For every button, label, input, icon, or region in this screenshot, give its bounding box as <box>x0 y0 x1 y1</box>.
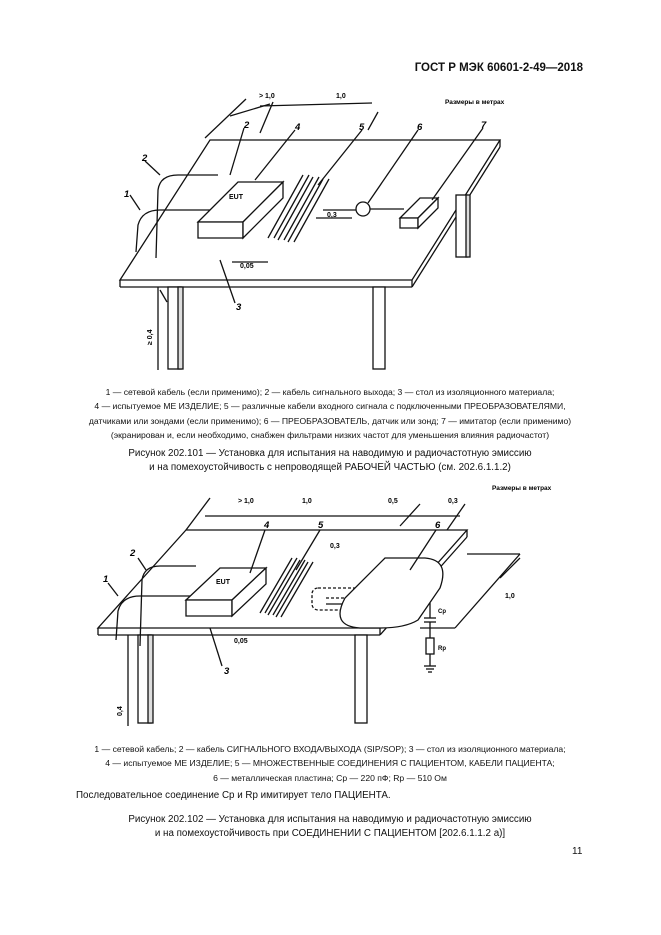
cp-label: Cp <box>438 609 446 615</box>
label-6: 6 <box>435 520 441 531</box>
figure-202-101 <box>0 0 661 380</box>
table-leg <box>355 635 367 723</box>
label-3: 3 <box>236 302 242 313</box>
figure1-legend <box>60 385 600 443</box>
label-4: 4 <box>264 520 270 531</box>
page-number: 11 <box>572 846 583 857</box>
dim-gt-1: > 1,0 <box>238 498 254 505</box>
label-4: 4 <box>295 122 301 133</box>
figure2-legend <box>60 742 600 785</box>
units-note: Размеры в метрах <box>492 485 552 492</box>
label-2b: 2 <box>244 120 250 131</box>
figure1-caption <box>60 447 600 475</box>
legend-line: датчиками или зондами (если применимо); 6 — ПРЕОБРАЗОВАТЕЛЬ, датчик или зонд; 7 — имитатор (если применимо) <box>88 415 572 426</box>
label-1: 1 <box>124 189 130 200</box>
figure-202-102 <box>0 478 661 740</box>
label-5: 5 <box>359 122 365 133</box>
dim-1-0: 1,0 <box>302 498 312 505</box>
dim-0-4: ≥ 0,4 <box>147 329 154 345</box>
label-1: 1 <box>103 574 109 585</box>
legend-line: 1 — сетевой кабель; 2 — кабель СИГНАЛЬНОГО ВХОДА/ВЫХОДА (SIP/SOP); 3 — стол из изоляционного материала; <box>94 744 566 754</box>
legend-line: 1 — сетевой кабель (если применимо); 2 — кабель сигнального выхода; 3 — стол из изоляционного материала; <box>105 387 555 397</box>
label-2: 2 <box>130 548 136 559</box>
eut-label: EUT <box>229 194 243 201</box>
units-note: Размеры в метрах <box>445 99 505 106</box>
label-6: 6 <box>417 122 423 133</box>
dim-0-5: 0,5 <box>388 498 398 505</box>
label-3: 3 <box>224 666 230 677</box>
dim-1-0-right: 1,0 <box>505 593 515 600</box>
legend-line: 6 — металлическая пластина; Cp — 220 пФ; Rp — 510 Ом <box>213 772 447 783</box>
dim-0-05: 0,05 <box>234 638 248 645</box>
caption-line: и на помехоустойчивость с непроводящей РАБОЧЕЙ ЧАСТЬЮ (см. 202.6.1.1.2) <box>149 462 511 473</box>
dim-0-4: 0,4 <box>117 706 124 716</box>
legend-line: 4 — испытуемое МЕ ИЗДЕЛИЕ; 5 — различные кабели входного сигнала с подключенными ПРЕОБРАЗОВАТЕЛЯМИ, <box>94 401 566 412</box>
dim-1-0: 1,0 <box>336 93 346 100</box>
transducer <box>356 202 370 216</box>
caption-line: и на помехоустойчивость при СОЕДИНЕНИИ С ПАЦИЕНТОМ [202.6.1.1.2 а)] <box>154 828 506 839</box>
legend-line: (экранирован и, если необходимо, снабжен фильтрами низких частот для уменьшения влияния радиочастот) <box>110 430 550 441</box>
label-2: 2 <box>142 153 148 164</box>
rp-label: Rp <box>438 646 446 652</box>
table-leg <box>373 287 385 369</box>
dim-gt-1: > 1,0 <box>259 93 275 100</box>
standard-header: ГОСТ Р МЭК 60601-2-49—2018 <box>414 62 583 74</box>
dim-0-3-top: 0,3 <box>448 498 458 505</box>
dim-0-3: 0,3 <box>327 212 337 219</box>
caption-line: Рисунок 202.102 — Установка для испытания на наводимую и радиочастотную эмиссию <box>128 814 532 825</box>
figure2-caption <box>60 813 600 841</box>
dim-0-05: 0,05 <box>240 263 254 270</box>
eut-label: EUT <box>216 579 230 586</box>
label-7: 7 <box>481 120 487 131</box>
dim-0-3: 0,3 <box>330 543 340 550</box>
caption-line: Рисунок 202.101 — Установка для испытания на наводимую и радиочастотную эмиссию <box>128 448 532 459</box>
legend-line: 4 — испытуемое МЕ ИЗДЕЛИЕ; 5 — МНОЖЕСТВЕННЫЕ СОЕДИНЕНИЯ С ПАЦИЕНТОМ, КАБЕЛИ ПАЦИЕНТА; <box>105 758 555 769</box>
label-5: 5 <box>318 520 324 531</box>
patient-body-note: Последовательное соединение Cp и Rp имитирует тело ПАЦИЕНТА. <box>76 790 391 801</box>
